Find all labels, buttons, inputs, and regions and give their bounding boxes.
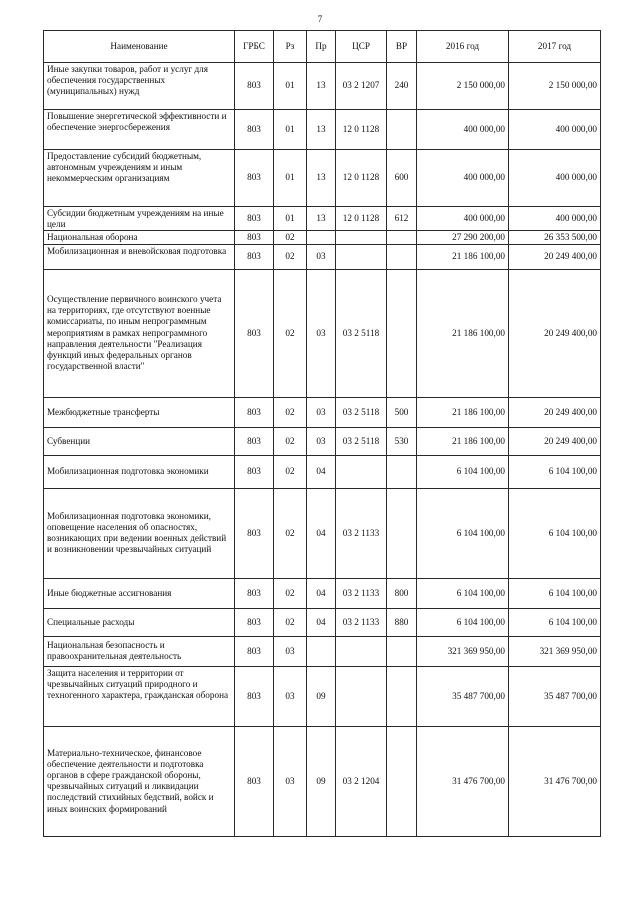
cell-pr: 13 <box>307 110 336 150</box>
cell-rz: 01 <box>274 110 307 150</box>
cell-y2017: 35 487 700,00 <box>509 666 601 726</box>
cell-vr: 880 <box>387 608 417 636</box>
cell-rz: 02 <box>274 427 307 455</box>
cell-rz: 02 <box>274 578 307 608</box>
cell-rz: 03 <box>274 636 307 666</box>
cell-pr: 03 <box>307 244 336 269</box>
cell-y2016: 400 000,00 <box>417 150 509 207</box>
table-body <box>44 63 601 837</box>
cell-y2016: 21 186 100,00 <box>417 244 509 269</box>
cell-pr: 04 <box>307 608 336 636</box>
cell-pr: 04 <box>307 488 336 578</box>
table-row <box>44 666 601 726</box>
cell-pr: 04 <box>307 578 336 608</box>
cell-vr <box>387 455 417 488</box>
cell-pr <box>307 636 336 666</box>
cell-rz: 03 <box>274 726 307 836</box>
col-header-name: Наименование <box>44 31 235 63</box>
cell-y2016: 400 000,00 <box>417 207 509 231</box>
cell-pr: 13 <box>307 63 336 110</box>
cell-grbs: 803 <box>235 150 274 207</box>
cell-vr <box>387 244 417 269</box>
cell-name: Мобилизационная и вневойсковая подготовка <box>44 244 235 269</box>
cell-name: Специальные расходы <box>44 608 235 636</box>
cell-rz: 03 <box>274 666 307 726</box>
cell-name: Национальная оборона <box>44 231 235 244</box>
cell-y2017: 20 249 400,00 <box>509 427 601 455</box>
cell-csr: 03 2 5118 <box>336 397 387 427</box>
cell-grbs: 803 <box>235 110 274 150</box>
cell-rz: 01 <box>274 150 307 207</box>
cell-csr: 03 2 1204 <box>336 726 387 836</box>
cell-pr <box>307 231 336 244</box>
cell-y2016: 27 290 200,00 <box>417 231 509 244</box>
cell-grbs: 803 <box>235 666 274 726</box>
table-row <box>44 231 601 244</box>
cell-y2016: 31 476 700,00 <box>417 726 509 836</box>
cell-csr: 03 2 1207 <box>336 63 387 110</box>
cell-grbs: 803 <box>235 608 274 636</box>
col-header-rz: Рз <box>274 31 307 63</box>
cell-name: Осуществление первичного воинского учета на территориях, где отсутствуют военные комиссариаты, по иным непрограммным мероприятиям в рамках непрограммного направления деятельности "Реализация функций иных федеральных органов государственной власти" <box>44 269 235 397</box>
cell-y2017: 6 104 100,00 <box>509 488 601 578</box>
col-header-grbs: ГРБС <box>235 31 274 63</box>
cell-csr <box>336 231 387 244</box>
table-header-row <box>44 31 601 63</box>
cell-y2016: 321 369 950,00 <box>417 636 509 666</box>
cell-vr: 530 <box>387 427 417 455</box>
cell-name: Мобилизационная подготовка экономики, оповещение населения об опасностях, возникающих при ведении военных действий и возникновении чрезвычайных ситуаций <box>44 488 235 578</box>
cell-grbs: 803 <box>235 207 274 231</box>
cell-pr: 03 <box>307 427 336 455</box>
cell-y2016: 21 186 100,00 <box>417 427 509 455</box>
cell-rz: 01 <box>274 207 307 231</box>
cell-vr: 240 <box>387 63 417 110</box>
cell-vr: 500 <box>387 397 417 427</box>
table-row <box>44 608 601 636</box>
cell-vr: 600 <box>387 150 417 207</box>
cell-y2016: 400 000,00 <box>417 110 509 150</box>
cell-y2016: 6 104 100,00 <box>417 455 509 488</box>
cell-csr: 12 0 1128 <box>336 110 387 150</box>
table-row <box>44 578 601 608</box>
cell-y2017: 400 000,00 <box>509 110 601 150</box>
cell-rz: 02 <box>274 269 307 397</box>
cell-name: Субсидии бюджетным учреждениям на иные цели <box>44 207 235 231</box>
cell-y2017: 20 249 400,00 <box>509 397 601 427</box>
cell-name: Материально-техническое, финансовое обеспечение деятельности и подготовка органов в сфере гражданской обороны, чрезвычайных ситуаций и ликвидации последствий стихийных бедствий, войск и иных воинских формирований <box>44 726 235 836</box>
cell-rz: 02 <box>274 455 307 488</box>
cell-y2017: 2 150 000,00 <box>509 63 601 110</box>
cell-vr: 612 <box>387 207 417 231</box>
table-row <box>44 397 601 427</box>
cell-rz: 01 <box>274 63 307 110</box>
cell-y2017: 400 000,00 <box>509 150 601 207</box>
cell-vr <box>387 666 417 726</box>
cell-y2016: 6 104 100,00 <box>417 608 509 636</box>
table-row <box>44 244 601 269</box>
cell-y2016: 35 487 700,00 <box>417 666 509 726</box>
cell-csr: 03 2 5118 <box>336 269 387 397</box>
cell-name: Повышение энергетической эффективности и обеспечение энергосбережения <box>44 110 235 150</box>
cell-vr <box>387 269 417 397</box>
cell-grbs: 803 <box>235 726 274 836</box>
cell-grbs: 803 <box>235 397 274 427</box>
cell-grbs: 803 <box>235 488 274 578</box>
cell-name: Защита населения и территории от чрезвычайных ситуаций природного и техногенного характера, гражданская оборона <box>44 666 235 726</box>
cell-y2017: 20 249 400,00 <box>509 244 601 269</box>
cell-rz: 02 <box>274 244 307 269</box>
cell-rz: 02 <box>274 488 307 578</box>
cell-grbs: 803 <box>235 427 274 455</box>
cell-pr: 03 <box>307 397 336 427</box>
cell-grbs: 803 <box>235 269 274 397</box>
cell-y2017: 321 369 950,00 <box>509 636 601 666</box>
cell-grbs: 803 <box>235 63 274 110</box>
cell-rz: 02 <box>274 608 307 636</box>
cell-vr <box>387 110 417 150</box>
cell-grbs: 803 <box>235 578 274 608</box>
cell-pr: 09 <box>307 726 336 836</box>
cell-csr: 03 2 5118 <box>336 427 387 455</box>
col-header-csr: ЦСР <box>336 31 387 63</box>
cell-vr: 800 <box>387 578 417 608</box>
cell-name: Предоставление субсидий бюджетным, автономным учреждениям и иным некоммерческим организациям <box>44 150 235 207</box>
col-header-2016: 2016 год <box>417 31 509 63</box>
cell-pr: 03 <box>307 269 336 397</box>
cell-csr: 03 2 1133 <box>336 578 387 608</box>
cell-y2016: 21 186 100,00 <box>417 397 509 427</box>
cell-vr <box>387 726 417 836</box>
cell-name: Национальная безопасность и правоохранительная деятельность <box>44 636 235 666</box>
cell-y2016: 6 104 100,00 <box>417 578 509 608</box>
cell-y2017: 26 353 500,00 <box>509 231 601 244</box>
cell-rz: 02 <box>274 231 307 244</box>
cell-csr: 03 2 1133 <box>336 488 387 578</box>
cell-name: Субвенции <box>44 427 235 455</box>
table-row <box>44 726 601 836</box>
cell-csr: 03 2 1133 <box>336 608 387 636</box>
table-row <box>44 269 601 397</box>
cell-csr <box>336 666 387 726</box>
cell-csr: 12 0 1128 <box>336 150 387 207</box>
col-header-pr: Пр <box>307 31 336 63</box>
cell-grbs: 803 <box>235 636 274 666</box>
cell-y2016: 6 104 100,00 <box>417 488 509 578</box>
table-row <box>44 150 601 207</box>
table-row <box>44 63 601 110</box>
table-row <box>44 636 601 666</box>
cell-grbs: 803 <box>235 455 274 488</box>
page-number: 7 <box>317 14 323 24</box>
cell-csr <box>336 455 387 488</box>
cell-vr <box>387 488 417 578</box>
cell-y2017: 6 104 100,00 <box>509 455 601 488</box>
cell-y2017: 6 104 100,00 <box>509 578 601 608</box>
budget-table <box>43 30 601 837</box>
cell-name: Иные закупки товаров, работ и услуг для обеспечения государственных (муниципальных) нужд <box>44 63 235 110</box>
table-row <box>44 207 601 231</box>
cell-y2017: 31 476 700,00 <box>509 726 601 836</box>
cell-grbs: 803 <box>235 231 274 244</box>
table-row <box>44 110 601 150</box>
cell-name: Мобилизационная подготовка экономики <box>44 455 235 488</box>
col-header-vr: ВР <box>387 31 417 63</box>
cell-pr: 04 <box>307 455 336 488</box>
cell-csr <box>336 244 387 269</box>
cell-pr: 13 <box>307 150 336 207</box>
cell-vr <box>387 636 417 666</box>
cell-y2016: 2 150 000,00 <box>417 63 509 110</box>
table-row <box>44 455 601 488</box>
cell-rz: 02 <box>274 397 307 427</box>
cell-name: Иные бюджетные ассигнования <box>44 578 235 608</box>
cell-y2017: 6 104 100,00 <box>509 608 601 636</box>
col-header-2017: 2017 год <box>509 31 601 63</box>
table-row <box>44 427 601 455</box>
cell-csr: 12 0 1128 <box>336 207 387 231</box>
cell-name: Межбюджетные трансферты <box>44 397 235 427</box>
cell-pr: 13 <box>307 207 336 231</box>
table-row <box>44 488 601 578</box>
cell-y2016: 21 186 100,00 <box>417 269 509 397</box>
cell-pr: 09 <box>307 666 336 726</box>
cell-grbs: 803 <box>235 244 274 269</box>
cell-csr <box>336 636 387 666</box>
cell-y2017: 400 000,00 <box>509 207 601 231</box>
cell-y2017: 20 249 400,00 <box>509 269 601 397</box>
cell-vr <box>387 231 417 244</box>
